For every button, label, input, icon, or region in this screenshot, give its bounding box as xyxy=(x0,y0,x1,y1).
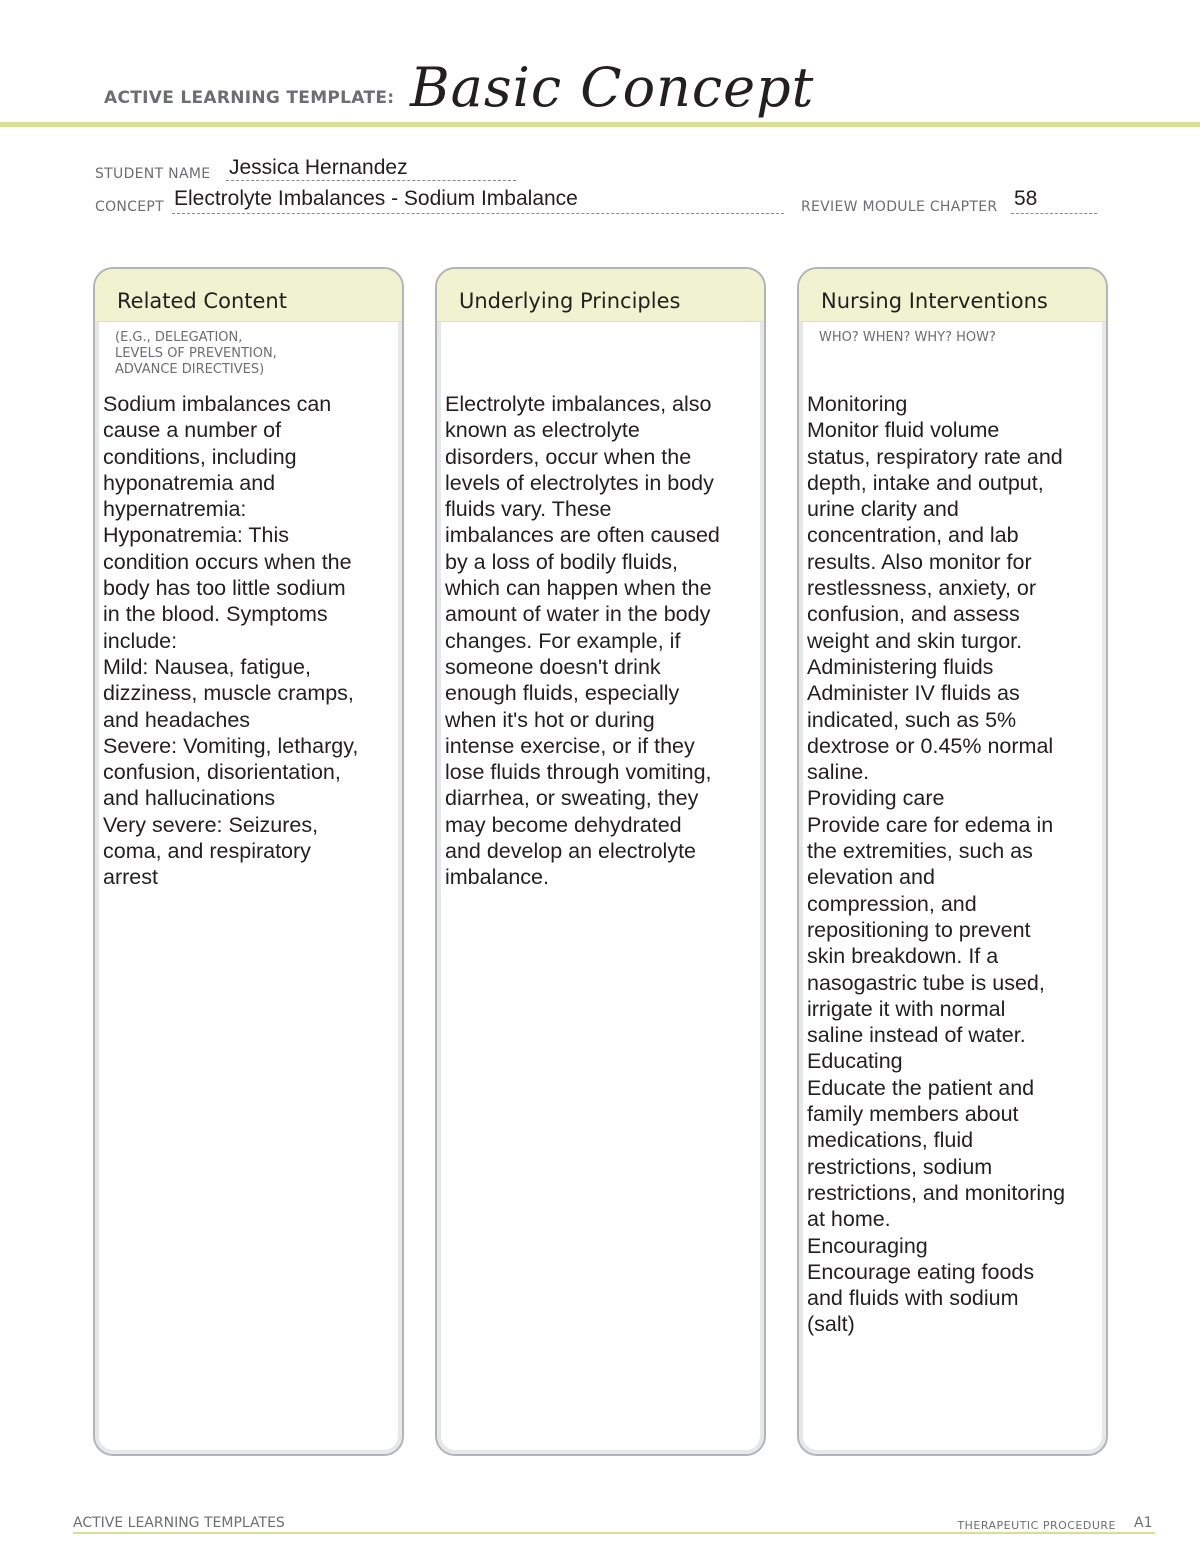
card-body[interactable]: Sodium imbalances can cause a number of conditions, including hyponatremia and hypernatremia: Hyponatremia: This condition occurs when the body has too little sodium in the blood. Symptoms include: Mild: Nausea, fatigue, dizziness, muscle cramps, and headaches Severe: Vomiting, lethargy, confusion, disorientation, and hallucinations Very severe: Seizures, coma, and respiratory arrest xyxy=(103,392,359,890)
card-title: Underlying Principles xyxy=(459,289,681,313)
header-rule xyxy=(0,122,1200,127)
chapter-field[interactable]: 58 xyxy=(1014,187,1038,210)
student-name-label: STUDENT NAME xyxy=(95,166,211,182)
chapter-line xyxy=(1011,213,1097,214)
student-name-field[interactable]: Jessica Hernandez xyxy=(229,156,408,179)
template-name: Basic Concept xyxy=(410,56,815,119)
footer-rule xyxy=(73,1532,1155,1534)
card-body[interactable]: Monitoring Monitor fluid volume status, respiratory rate and depth, intake and output, urine clarity and concentration, and lab results. Also monitor for restlessness, anxiety, or confusion, and assess weight and skin turgor. Administering fluids Administer IV fluids as indicated, such as 5% dextrose or 0.45% normal saline. Providing care Provide care for edema in the extremities, such as elevation and compression, and repositioning to prevent skin breakdown. If a nasogastric tube is used, irrigate it with normal saline instead of water. Educating Educate the patient and family members about medications, fluid restrictions, sodium restrictions, and monitoring at home. Encouraging Encourage eating foods and fluids with sodium (salt) xyxy=(807,392,1066,1337)
page-number: A1 xyxy=(1134,1515,1153,1531)
card-subtitle: (E.G., DELEGATION, LEVELS OF PREVENTION, ADVANCE DIRECTIVES) xyxy=(115,330,277,377)
underlying-principles-card xyxy=(435,267,766,1456)
chapter-label: REVIEW MODULE CHAPTER xyxy=(801,199,998,215)
footer-left: ACTIVE LEARNING TEMPLATES xyxy=(73,1515,285,1531)
template-label: ACTIVE LEARNING TEMPLATE: xyxy=(104,88,395,108)
card-body[interactable]: Electrolyte imbalances, also known as electrolyte disorders, occur when the levels of electrolytes in body fluids vary. These imbalances are often caused by a loss of bodily fluids, which can happen when the amount of water in the body changes. For example, if someone doesn't drink enough fluids, especially when it's hot or during intense exercise, or if they lose fluids through vomiting, diarrhea, or sweating, they may become dehydrated and develop an electrolyte imbalance. xyxy=(445,392,720,890)
concept-label: CONCEPT xyxy=(95,199,164,215)
related-content-card xyxy=(93,267,404,1456)
nursing-interventions-card xyxy=(797,267,1108,1456)
card-title: Related Content xyxy=(117,289,287,313)
concept-field[interactable]: Electrolyte Imbalances - Sodium Imbalance xyxy=(174,187,578,210)
footer-right: THERAPEUTIC PROCEDURE xyxy=(957,1519,1116,1532)
concept-line xyxy=(172,213,784,214)
card-subtitle: WHO? WHEN? WHY? HOW? xyxy=(819,330,996,345)
card-title: Nursing Interventions xyxy=(821,289,1048,313)
student-name-line xyxy=(226,180,516,181)
